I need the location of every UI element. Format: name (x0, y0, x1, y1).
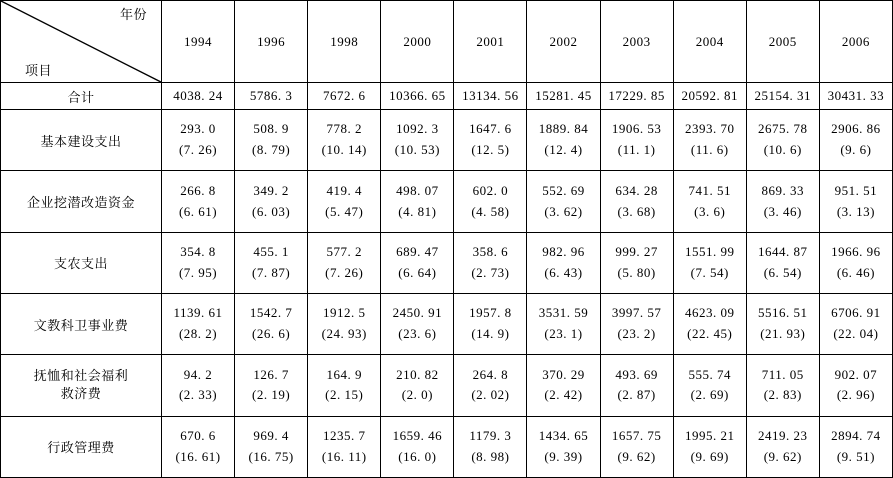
data-cell (308, 416, 381, 477)
row-label (1, 355, 162, 416)
cell-percent: (21. 93) (760, 326, 806, 342)
column-header-year: 2001 (454, 1, 527, 83)
cell-percent: (3. 68) (617, 203, 656, 219)
cell-value: 210. 82 (396, 366, 439, 382)
row-label-line2: 救济费 (60, 386, 102, 402)
cell-value: 126. 7 (253, 366, 289, 382)
cell-percent: (6. 46) (836, 264, 875, 280)
cell-value: 999. 27 (615, 244, 658, 260)
cell-percent: (9. 69) (690, 448, 729, 464)
cell-percent: (6. 64) (398, 264, 437, 280)
data-cell (454, 171, 527, 232)
cell-percent: (2. 96) (836, 387, 875, 403)
cell-value: 1906. 53 (611, 121, 662, 137)
table-row (1, 355, 893, 416)
table-row (1, 83, 893, 110)
data-cell (308, 232, 381, 293)
cell-percent: (3. 6) (694, 203, 726, 219)
data-cell (235, 171, 308, 232)
cell-value: 455. 1 (253, 244, 289, 260)
data-cell (819, 83, 892, 110)
data-cell (235, 355, 308, 416)
data-cell (746, 232, 819, 293)
data-cell (235, 416, 308, 477)
cell-value: 2675. 78 (758, 121, 808, 137)
data-cell (819, 416, 892, 477)
cell-percent: (2. 33) (178, 387, 218, 403)
cell-percent: (23. 6) (398, 326, 437, 342)
data-cell (673, 416, 746, 477)
data-cell (381, 416, 454, 477)
data-cell (746, 171, 819, 232)
cell-percent: (16. 61) (175, 448, 221, 464)
cell-value: 2450. 91 (392, 305, 443, 321)
data-cell (454, 355, 527, 416)
cell-value: 1179. 3 (469, 428, 512, 444)
data-cell (162, 232, 235, 293)
cell-value: 419. 4 (326, 182, 362, 198)
data-cell (600, 110, 673, 171)
cell-value: 552. 69 (542, 182, 585, 198)
data-cell (308, 110, 381, 171)
data-cell (527, 294, 600, 355)
cell-percent: (6. 61) (178, 203, 218, 219)
row-label: 基本建设支出 (1, 110, 162, 171)
cell-value: 634. 28 (615, 182, 658, 198)
data-cell (746, 416, 819, 477)
cell-percent: (2. 69) (690, 387, 729, 403)
column-header-year: 2002 (527, 1, 600, 83)
column-header-year: 1994 (162, 1, 235, 83)
corner-year-label: 年份 (119, 7, 147, 22)
cell-value: 711. 05 (761, 366, 804, 382)
cell-value: 1542. 7 (249, 305, 293, 321)
data-cell (527, 110, 600, 171)
data-cell (746, 355, 819, 416)
cell-value: 13134. 56 (462, 87, 519, 103)
row-label: 企业挖潜改造资金 (1, 171, 162, 232)
data-cell (454, 416, 527, 477)
cell-value: 3997. 57 (611, 305, 662, 321)
data-cell (746, 294, 819, 355)
cell-percent: (2. 15) (325, 387, 364, 403)
data-cell (454, 83, 527, 110)
cell-value: 1235. 7 (322, 428, 366, 444)
cell-value: 1092. 3 (396, 121, 439, 137)
cell-value: 15281. 45 (535, 87, 592, 103)
data-cell (673, 171, 746, 232)
cell-value: 1434. 65 (538, 428, 589, 444)
cell-value: 354. 8 (180, 244, 216, 260)
data-cell (235, 232, 308, 293)
data-cell (673, 294, 746, 355)
cell-percent: (16. 0) (398, 448, 437, 464)
data-cell (819, 294, 892, 355)
cell-value: 2393. 70 (684, 121, 735, 137)
cell-percent: (23. 2) (617, 326, 656, 342)
cell-value: 6706. 91 (831, 305, 881, 321)
cell-value: 555. 74 (688, 366, 731, 382)
column-header-year: 2005 (746, 1, 819, 83)
data-cell (819, 110, 892, 171)
cell-value: 293. 0 (180, 121, 216, 137)
cell-percent: (7. 26) (178, 142, 218, 158)
cell-value: 1647. 6 (469, 121, 512, 137)
data-cell (381, 171, 454, 232)
data-cell (162, 83, 235, 110)
row-label-line1: 抚恤和社会福利 (33, 367, 129, 383)
data-cell (235, 294, 308, 355)
data-cell (819, 232, 892, 293)
data-cell (381, 355, 454, 416)
cell-value: 2419. 23 (758, 428, 808, 444)
cell-percent: (6. 43) (544, 264, 583, 280)
cell-value: 670. 6 (180, 428, 216, 444)
data-cell (235, 110, 308, 171)
cell-percent: (8. 79) (252, 142, 291, 158)
data-cell (162, 355, 235, 416)
data-cell (527, 232, 600, 293)
cell-percent: (9. 51) (836, 448, 875, 464)
data-cell (162, 294, 235, 355)
cell-percent: (9. 62) (617, 448, 656, 464)
cell-percent: (10. 6) (763, 142, 802, 158)
data-cell (527, 171, 600, 232)
cell-percent: (3. 13) (836, 203, 875, 219)
cell-value: 10366. 65 (389, 87, 446, 103)
cell-value: 5786. 3 (249, 87, 293, 103)
cell-value: 1659. 46 (392, 428, 443, 444)
cell-percent: (3. 62) (544, 203, 583, 219)
cell-percent: (5. 80) (617, 264, 656, 280)
cell-value: 982. 96 (542, 244, 585, 260)
cell-value: 778. 2 (326, 121, 362, 137)
data-cell (162, 110, 235, 171)
cell-value: 689. 47 (396, 244, 439, 260)
cell-percent: (23. 1) (544, 326, 583, 342)
cell-value: 1551. 99 (684, 244, 735, 260)
cell-value: 266. 8 (180, 182, 216, 198)
row-label: 行政管理费 (1, 416, 162, 477)
row-label: 合计 (1, 83, 162, 110)
cell-value: 1995. 21 (684, 428, 735, 444)
data-cell (600, 83, 673, 110)
cell-value: 20592. 81 (681, 87, 738, 103)
cell-percent: (6. 54) (763, 264, 802, 280)
cell-value: 969. 4 (253, 428, 289, 444)
data-cell (600, 355, 673, 416)
data-cell (527, 355, 600, 416)
cell-value: 1657. 75 (611, 428, 662, 444)
cell-value: 4623. 09 (684, 305, 735, 321)
cell-value: 869. 33 (761, 182, 805, 198)
cell-percent: (28. 2) (178, 326, 218, 342)
cell-percent: (16. 11) (321, 448, 367, 464)
cell-percent: (9. 6) (840, 142, 872, 158)
column-header-year: 2003 (600, 1, 673, 83)
cell-value: 577. 2 (326, 244, 362, 260)
corner-header-cell (1, 1, 162, 83)
data-cell (381, 110, 454, 171)
data-cell (746, 83, 819, 110)
cell-percent: (12. 4) (544, 142, 583, 158)
data-cell (308, 83, 381, 110)
cell-value: 1957. 8 (469, 305, 512, 321)
cell-value: 25154. 31 (754, 87, 812, 103)
data-cell (673, 355, 746, 416)
corner-item-label: 项目 (25, 63, 53, 79)
data-cell (600, 232, 673, 293)
cell-value: 1912. 5 (322, 305, 366, 321)
data-cell (673, 110, 746, 171)
cell-percent: (7. 87) (252, 264, 291, 280)
data-cell (527, 416, 600, 477)
cell-percent: (8. 98) (471, 448, 510, 464)
cell-value: 951. 51 (834, 182, 878, 198)
data-cell (308, 171, 381, 232)
cell-percent: (3. 46) (763, 203, 802, 219)
cell-percent: (4. 81) (398, 203, 437, 219)
table-header-row (1, 1, 893, 83)
cell-percent: (14. 9) (471, 326, 510, 342)
cell-percent: (10. 53) (394, 142, 440, 158)
cell-value: 2906. 86 (831, 121, 881, 137)
cell-value: 358. 6 (472, 244, 509, 260)
data-cell (454, 110, 527, 171)
cell-percent: (16. 75) (248, 448, 294, 464)
table-row (1, 110, 893, 171)
cell-percent: (5. 47) (325, 203, 364, 219)
cell-percent: (9. 62) (763, 448, 802, 464)
cell-percent: (2. 02) (471, 387, 510, 403)
table-row (1, 294, 893, 355)
cell-value: 370. 29 (542, 366, 585, 382)
cell-percent: (6. 03) (252, 203, 291, 219)
cell-percent: (24. 93) (321, 326, 367, 342)
data-cell (527, 83, 600, 110)
cell-percent: (11. 1) (617, 142, 656, 158)
data-cell (454, 294, 527, 355)
row-label: 支农支出 (1, 232, 162, 293)
cell-value: 1889. 84 (538, 121, 589, 137)
column-header-year: 2000 (381, 1, 454, 83)
data-cell (600, 294, 673, 355)
data-cell (600, 416, 673, 477)
cell-percent: (22. 04) (833, 326, 879, 342)
cell-value: 264. 8 (472, 366, 509, 382)
data-cell (819, 171, 892, 232)
cell-percent: (2. 87) (617, 387, 656, 403)
column-header-year: 2006 (819, 1, 892, 83)
column-header-year: 1998 (308, 1, 381, 83)
data-cell (600, 171, 673, 232)
column-header-year: 2004 (673, 1, 746, 83)
table-row (1, 232, 893, 293)
cell-value: 7672. 6 (322, 87, 366, 103)
cell-value: 30431. 33 (827, 87, 885, 103)
data-cell (746, 110, 819, 171)
cell-value: 1139. 61 (173, 305, 223, 321)
data-cell (381, 83, 454, 110)
cell-value: 164. 9 (326, 366, 362, 382)
cell-value: 5516. 51 (758, 305, 808, 321)
cell-percent: (26. 6) (252, 326, 291, 342)
cell-value: 493. 69 (615, 366, 658, 382)
data-cell (381, 232, 454, 293)
cell-percent: (11. 6) (690, 142, 729, 158)
data-cell (235, 83, 308, 110)
cell-value: 741. 51 (688, 182, 731, 198)
cell-value: 602. 0 (472, 182, 509, 198)
data-cell (381, 294, 454, 355)
cell-percent: (7. 26) (325, 264, 364, 280)
cell-value: 1966. 96 (831, 244, 881, 260)
table-row (1, 416, 893, 477)
table-row (1, 171, 893, 232)
cell-value: 498. 07 (396, 182, 439, 198)
cell-value: 902. 07 (834, 366, 878, 382)
data-cell (673, 83, 746, 110)
cell-value: 4038. 24 (173, 87, 223, 103)
data-cell (308, 355, 381, 416)
column-header-year: 1996 (235, 1, 308, 83)
cell-percent: (7. 95) (178, 264, 218, 280)
cell-value: 3531. 59 (538, 305, 589, 321)
cell-percent: (2. 83) (763, 387, 802, 403)
cell-percent: (9. 39) (544, 448, 583, 464)
data-cell (162, 171, 235, 232)
cell-percent: (2. 73) (471, 264, 510, 280)
cell-percent: (2. 19) (252, 387, 291, 403)
cell-value: 1644. 87 (758, 244, 808, 260)
cell-percent: (12. 5) (471, 142, 510, 158)
cell-percent: (2. 42) (544, 387, 583, 403)
data-cell (819, 355, 892, 416)
data-cell (162, 416, 235, 477)
cell-percent: (7. 54) (690, 264, 729, 280)
data-cell (454, 232, 527, 293)
cell-value: 349. 2 (253, 182, 289, 198)
cell-percent: (22. 45) (687, 326, 733, 342)
cell-percent: (2. 0) (401, 387, 433, 403)
cell-value: 94. 2 (183, 366, 213, 382)
cell-percent: (10. 14) (321, 142, 367, 158)
cell-value: 508. 9 (253, 121, 289, 137)
cell-value: 2894. 74 (831, 428, 881, 444)
data-cell (308, 294, 381, 355)
cell-percent: (4. 58) (471, 203, 510, 219)
row-label: 文教科卫事业费 (1, 294, 162, 355)
data-cell (673, 232, 746, 293)
cell-value: 17229. 85 (608, 87, 665, 103)
